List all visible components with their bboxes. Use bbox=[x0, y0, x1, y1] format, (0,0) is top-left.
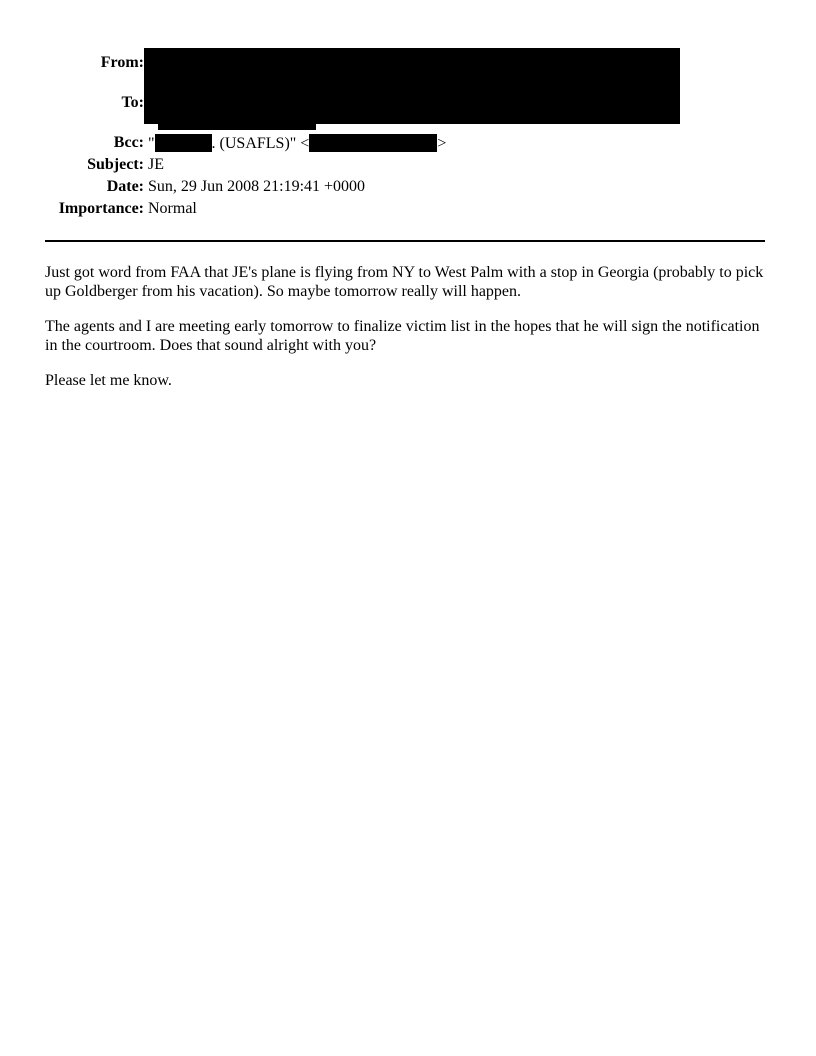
redaction-block-from-to bbox=[144, 48, 680, 124]
importance-value: Normal bbox=[148, 200, 197, 217]
redaction-block-to-tail bbox=[158, 120, 316, 130]
bcc-close-bracket: > bbox=[437, 135, 447, 152]
to-label: To: bbox=[121, 94, 144, 111]
redaction-bcc-email bbox=[309, 134, 437, 152]
subject-label: Subject: bbox=[87, 156, 144, 173]
importance-label: Importance: bbox=[58, 200, 144, 217]
body-paragraph: Please let me know. bbox=[45, 372, 172, 389]
body-paragraph: Just got word from FAA that JE's plane is flying from NY to West Palm with a stop in Georgia (probably to pick up Goldberger from his vacation). So maybe tomorrow really will happen. bbox=[45, 264, 764, 300]
header-divider bbox=[45, 240, 765, 242]
bcc-label: Bcc: bbox=[113, 134, 144, 151]
bcc-name-suffix: . (USAFLS)" < bbox=[211, 135, 310, 152]
bcc-open-quote: " bbox=[148, 135, 155, 152]
from-label: From: bbox=[100, 54, 144, 71]
date-label: Date: bbox=[106, 178, 144, 195]
bcc-value bbox=[148, 134, 446, 153]
redaction-bcc-name bbox=[155, 134, 212, 152]
date-value: Sun, 29 Jun 2008 21:19:41 +0000 bbox=[148, 178, 366, 195]
subject-value: JE bbox=[148, 156, 164, 173]
body-paragraph: The agents and I are meeting early tomorrow to finalize victim list in the hopes that he will sign the notification in the courtroom. Does that sound alright with you? bbox=[45, 318, 760, 354]
